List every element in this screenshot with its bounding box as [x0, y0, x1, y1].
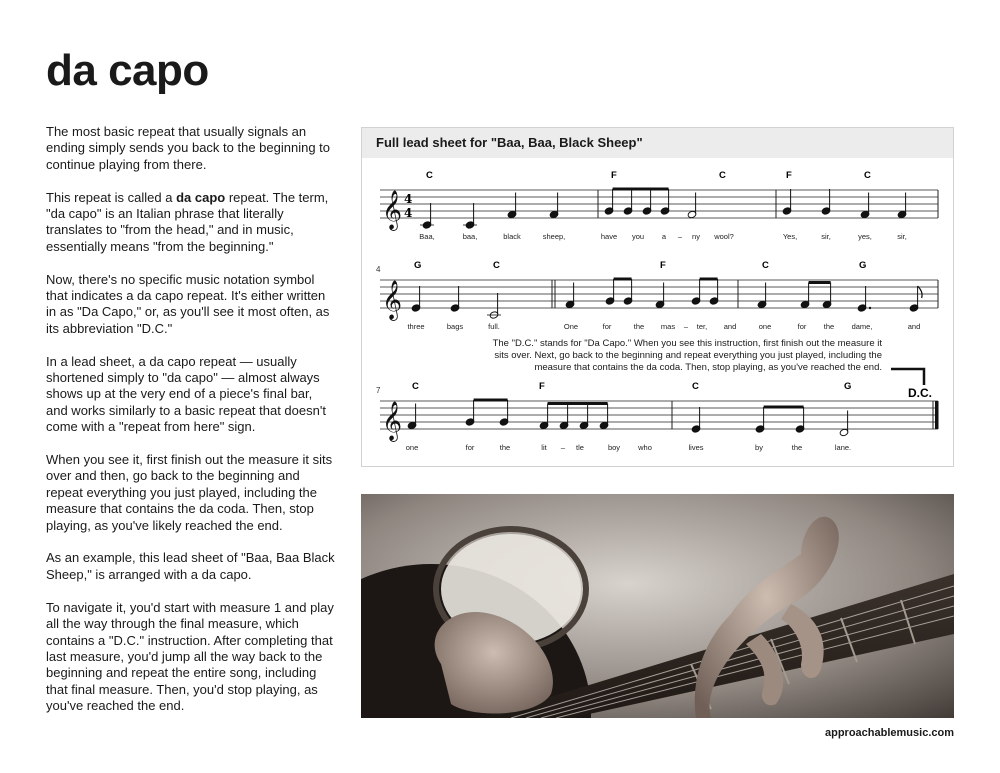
measure-number: 7	[376, 386, 381, 395]
measure-number: 4	[376, 265, 381, 274]
lyric-syllable: dame,	[851, 322, 873, 331]
dc-bracket	[891, 369, 924, 385]
paragraph-7: To navigate it, you'd start with measure 1 and play all the way through the final measure, which contains a "D.C." instruction. After completing that last measure, you'd jump all the way back to the beginning and repeat the entire song, including that final measure. Then, you'd stop playing, as you've reached the end.	[46, 599, 334, 714]
chord-symbol: G	[859, 260, 867, 271]
lyric-syllable: and	[907, 322, 921, 331]
lyric-syllable: sir,	[897, 232, 907, 241]
lyric-syllable: you	[631, 232, 645, 241]
lyric-syllable: bags	[446, 322, 464, 331]
chord-symbol: F	[539, 381, 545, 392]
chord-symbol: F	[786, 170, 792, 181]
lyric-syllable: –	[677, 232, 683, 241]
chord-symbol: C	[762, 260, 769, 271]
lyric-syllable: one	[758, 322, 772, 331]
lyric-syllable: by	[755, 443, 763, 452]
lyric-syllable: for	[465, 443, 475, 452]
lyric-syllable: –	[560, 443, 566, 452]
paragraph-1: The most basic repeat that usually signals an ending simply sends you back to the beginning to continue playing from there.	[46, 124, 331, 172]
lyric-syllable: –	[683, 322, 689, 331]
lyric-syllable: a	[661, 232, 667, 241]
chord-symbol: G	[844, 381, 852, 392]
paragraph-6: As an example, this lead sheet of "Baa, Baa Black Sheep," is arranged with a da capo.	[46, 550, 335, 582]
time-signature-top: 4	[404, 192, 413, 206]
page-title: da capo	[46, 46, 209, 95]
lyric-syllable: lit	[541, 443, 547, 452]
lyric-syllable: full.	[488, 322, 500, 331]
paragraph-5: When you see it, first finish out the measure it sits over and then, go back to the beginning and repeat everything you just played, including the measure that contains the da coda. Then, stop playing, as you've likely reached the end.	[46, 452, 333, 533]
lyric-syllable: Baa,	[419, 232, 435, 241]
da-capo-term: da capo	[176, 189, 226, 205]
lyric-syllable: and	[723, 322, 737, 331]
music-score	[362, 158, 953, 466]
chord-symbol: G	[414, 260, 422, 271]
chord-symbol: C	[719, 170, 726, 181]
chord-symbol: C	[426, 170, 433, 181]
lyric-syllable: lane.	[834, 443, 852, 452]
lyric-syllable: mas	[660, 322, 676, 331]
lyric-syllable: Yes,	[782, 232, 798, 241]
paragraph-3: Now, there's no specific music notation symbol that indicates a da capo repeat. It's either written in as "Da Capo," or, as you'll see it most often, as its abbreviation "D.C."	[46, 271, 330, 336]
chord-symbol: C	[412, 381, 419, 392]
banjo-photo	[361, 494, 954, 718]
treble-clef: 𝄞	[382, 280, 403, 320]
lyric-syllable: ter,	[696, 322, 708, 331]
lyric-syllable: for	[797, 322, 807, 331]
note-dot	[869, 307, 871, 309]
article-body	[46, 124, 336, 731]
lyric-syllable: sheep,	[542, 232, 566, 241]
lyric-syllable: the	[791, 443, 803, 452]
chord-symbol: C	[864, 170, 871, 181]
chord-symbol: F	[611, 170, 617, 181]
lyric-syllable: boy	[607, 443, 621, 452]
lyric-syllable: the	[633, 322, 645, 331]
paragraph-2-text-end: repeat. The term, "da capo" is an Italian phrase that literally translates to "from the head," and in music, essentially means "from the beginning."	[46, 189, 329, 254]
lyric-syllable: lives	[688, 443, 704, 452]
lyric-syllable: the	[823, 322, 835, 331]
time-signature-bottom: 4	[404, 206, 413, 220]
lyric-syllable: One	[563, 322, 579, 331]
lyric-syllable: baa,	[462, 232, 478, 241]
note-flag	[918, 286, 923, 298]
paragraph-2	[46, 190, 336, 256]
treble-clef: 𝄞	[382, 190, 403, 230]
lyric-syllable: for	[602, 322, 612, 331]
final-bar-thick	[935, 401, 939, 429]
lyric-syllable: the	[499, 443, 511, 452]
site-footer: approachablemusic.com	[825, 727, 954, 739]
paragraph-2-text: This repeat is called a	[46, 189, 177, 205]
lyric-syllable: ny	[692, 232, 700, 241]
lead-sheet-header: Full lead sheet for "Baa, Baa, Black Sheep"	[362, 128, 953, 158]
treble-clef: 𝄞	[382, 401, 403, 441]
chord-symbol: C	[493, 260, 500, 271]
lyric-syllable: yes,	[858, 232, 872, 241]
chord-symbol: F	[660, 260, 666, 271]
lyric-syllable: who	[638, 443, 652, 452]
lyric-syllable: sir,	[821, 232, 831, 241]
lead-sheet-panel	[361, 127, 954, 467]
dc-annotation: The "D.C." stands for "Da Capo." When you see this instruction, first finish out the measure it sits over. Next, go back to the beginning and repeat everything you just played, including the measure that contains the da coda. Then, stop playing, as you've reached the end.	[492, 338, 882, 373]
lyric-syllable: one	[405, 443, 419, 452]
chord-symbol: C	[692, 381, 699, 392]
lyric-syllable: tle	[576, 443, 584, 452]
dc-label: D.C.	[908, 386, 932, 400]
paragraph-4: In a lead sheet, a da capo repeat — usually shortened simply to "da capo" — almost always shows up at the very end of a piece's final bar, and works similarly to a basic repeat that doesn't come with a "repeat from here" sign.	[46, 353, 326, 435]
lyric-syllable: wool?	[714, 232, 734, 241]
lyric-syllable: three	[407, 322, 425, 331]
lyric-syllable: have	[600, 232, 618, 241]
lyric-syllable: black	[503, 232, 521, 241]
